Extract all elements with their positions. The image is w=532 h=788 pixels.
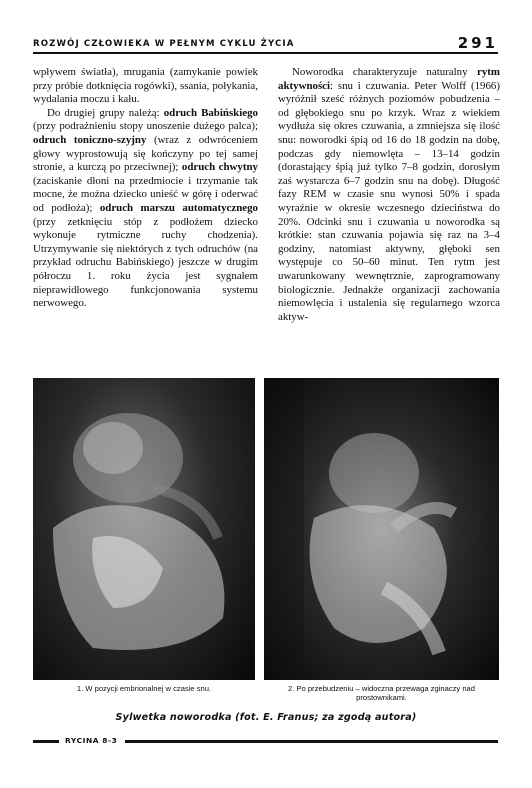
paragraph: Do drugiej grupy należą: odruch Babińskiego (przy podrażnieniu stopy unoszenie dużego palca); odruch toniczno-szyjny (wraz z odwróceniem głowy wyprostowują się kończyny po tej samej stronie, a kurczą po przeciwnej); odruch chwytny (zaciskanie dłoni na przedmiocie i trzymanie tak mocne, że można dziecko unieść w górę i oderwać od podłoża); odruch marszu automatycznego (przy zetknięciu stóp z podłożem dziecko wykonuje rytmiczne ruchy chodzenia). Utrzymywanie się niektórych z tych odruchów (na przykład odruchu Babińskiego) jeszcze w drugim półroczu 1. roku życia jest sygnałem nieprawidłowego funkcjonowania systemu nerwowego. <box>33 106 259 310</box>
bold-term: odruch Babińskiego <box>163 106 258 119</box>
paragraph: wpływem światła), mrugania (zamykanie powiek przy próbie dotknięcia rogówki), ssania, połykania, wydalania moczu i kału. <box>33 66 258 106</box>
rule-left <box>33 740 59 743</box>
bold-term: odruch toniczno-szyjny <box>33 133 147 146</box>
figure-title: Sylwetka noworodka (fot. E. Franus; za zgodą autora) <box>115 712 417 723</box>
figure-label-bar <box>33 738 498 744</box>
photo-newborn-awake <box>264 378 499 680</box>
rule-right <box>125 740 498 743</box>
bold-term: odruch marszu automatycznego <box>99 201 259 214</box>
photo-caption-2: 2. Po przebudzeniu – widoczna przewaga zginaczy nad prostownikami. <box>287 684 475 703</box>
running-header <box>33 30 498 54</box>
figure-label: RYCINA 8-3 <box>65 736 118 745</box>
bold-term: odruch chwytny <box>181 161 258 174</box>
right-text-column <box>278 66 500 324</box>
bold-term: rytm aktywności <box>278 66 500 92</box>
paragraph: Noworodka charakteryzuje naturalny rytm aktywności: snu i czuwania. Peter Wolff (1966) wyróżnił sześć różnych poziomów pobudzenia – od głębokiego snu po krzyk. Wraz z wiekiem wydłuża się okres czuwania, a zmniejsza się ilość snu: noworodki śpią od 16 do 18 godzin na dobę, podczas gdy niemowlęta – 13–14 godzin (dorastający śpią już tylko 7–8 godzin, dorosłym zaś wystarcza 6–7 godzin snu na dobę). Długość fazy REM w czasie snu wynosi 50% i spada wyraźnie w okresie wczesnego dzieciństwa do 20%. Odcinki snu i czuwania u noworodka są krótkie: stan czuwania pojawia się raz na 3–4 godziny, natomiast aktywny, głęboki sen występuje co 50–60 minut. Ten rytm jest uwarunkowany wewnętrznie, zaprogramowany biologicznie. Jednakże organizacji zachowania niemowlęcia i ustalenia się regularnego wzorca aktyw- <box>278 66 500 323</box>
photo-caption-1: 1. W pozycji embrionalnej w czasie snu. <box>76 684 212 693</box>
running-title: ROZWÓJ CZŁOWIEKA W PEŁNYM CYKLU ŻYCIA <box>33 39 295 49</box>
page-number: 291 <box>457 34 498 52</box>
left-text-column <box>33 66 258 311</box>
photo-newborn-sleeping <box>33 378 255 680</box>
